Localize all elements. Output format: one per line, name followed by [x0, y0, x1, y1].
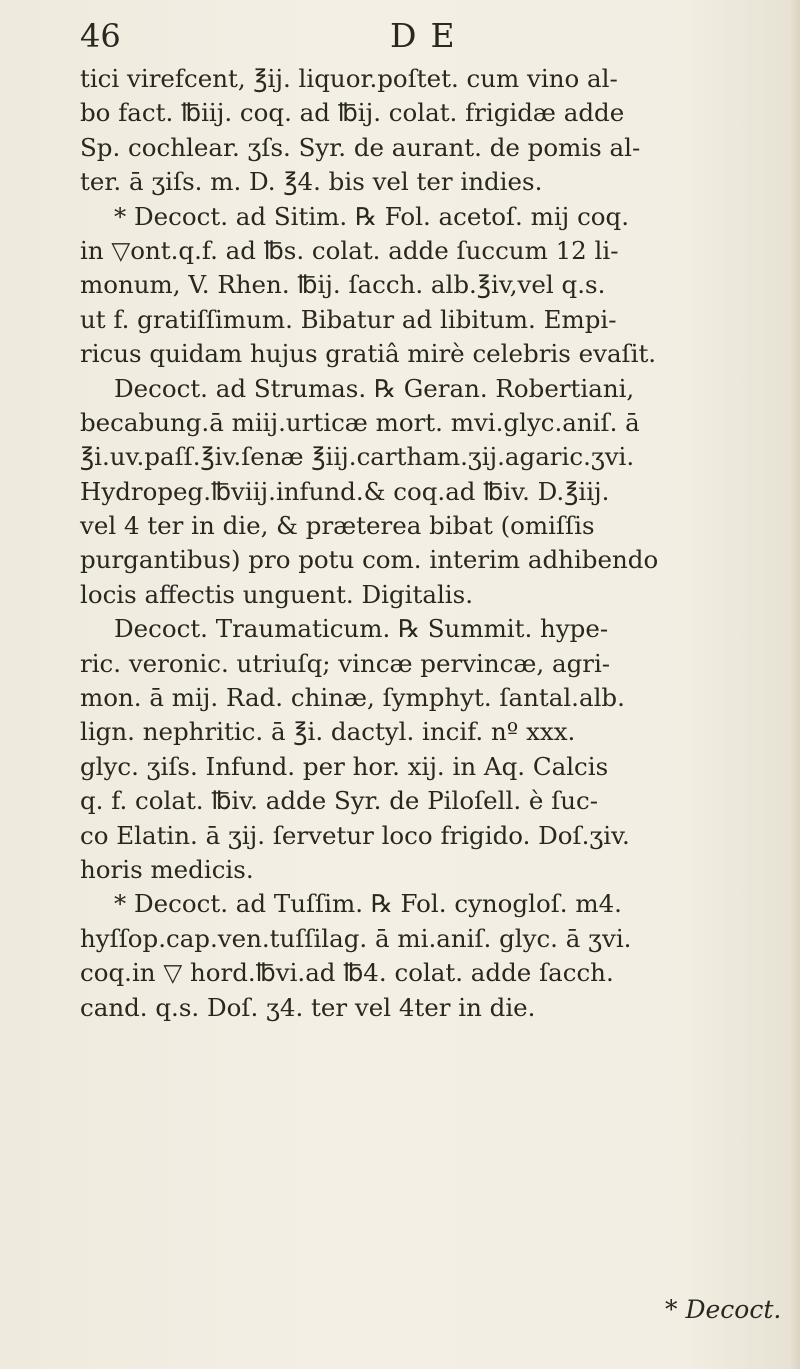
text-line: glyc. ʒiſs. Infund. per hor. xij. in Aq. Calcis — [80, 751, 609, 781]
text-line: lign. nephritic. ā ℥i. dactyl. incif. nº xxx. — [80, 717, 576, 747]
page-number: 46 — [80, 17, 121, 55]
text-line: becabung.ā miij.urticæ mort. mvi.glyc.aniſ. ā — [80, 407, 640, 437]
text-line: q. f. colat. ℔iv. adde Syr. de Piloſell. è ſuc- — [80, 786, 599, 816]
text-line: in ▽ont.q.f. ad ℔s. colat. adde ſuccum 12 li- — [80, 235, 619, 265]
text-line: coq.in ▽ hord.℔vi.ad ℔4. colat. adde ſacch. — [80, 958, 614, 988]
text-line: horis medicis. — [80, 854, 254, 884]
text-line: monum, V. Rhen. ℔ij. ſacch. alb.℥iv,vel q.s. — [80, 270, 606, 300]
text-line: Decoct. Traumaticum. ℞ Summit. hype- — [114, 614, 609, 644]
text-line: cand. q.s. Doſ. ʒ4. ter vel 4ter in die. — [80, 992, 536, 1022]
running-head: DE — [390, 16, 469, 55]
text-line: Hydropeg.℔viij.infund.& coq.ad ℔iv. D.℥iij. — [80, 476, 610, 506]
text-line: ℥i.uv.paſſ.℥iv.ſenæ ℥iij.cartham.ʒij.agaric.ʒvi. — [80, 442, 635, 472]
text-line: ricus quidam hujus gratiâ mirè celebris evaſit. — [80, 339, 657, 369]
text-line: * Decoct. ad Sitim. ℞ Fol. acetoſ. mij coq. — [114, 201, 630, 231]
text-line: hyſſop.cap.ven.tuſſilag. ā mi.aniſ. glyc. ā ʒvi. — [80, 923, 632, 953]
text-line: purgantibus) pro potu com. interim adhibendo — [80, 545, 659, 575]
text-line: vel 4 ter in die, & præterea bibat (omiſſis — [80, 511, 595, 541]
text-line: ut f. gratiſſimum. Bibatur ad libitum. Empi- — [80, 304, 617, 334]
text-line: Sp. cochlear. ʒſs. Syr. de aurant. de pomis al- — [80, 132, 641, 162]
body-text — [80, 62, 792, 1025]
text-line: bo fact. ℔iij. coq. ad ℔ij. colat. frigidæ adde — [80, 98, 625, 128]
text-line: ric. veronic. utriuſq; vincæ pervincæ, agri- — [80, 648, 611, 678]
text-line: locis affectis unguent. Digitalis. — [80, 579, 473, 609]
text-line: Decoct. ad Strumas. ℞ Geran. Robertiani, — [114, 373, 635, 403]
text-line: * Decoct. ad Tuſſim. ℞ Fol. cynogloſ. m4. — [114, 889, 622, 919]
text-line: tici virefcent, ℥ij. liquor.poſtet. cum vino al- — [80, 64, 618, 93]
text-line: ter. ā ʒiſs. m. D. ℥4. bis vel ter indies. — [80, 167, 543, 197]
catchword: * Decoct. — [665, 1295, 782, 1324]
text-line: co Elatin. ā ʒij. ſervetur loco frigido. Doſ.ʒiv. — [80, 820, 630, 850]
page-header — [0, 14, 800, 58]
text-line: mon. ā mij. Rad. chinæ, ſymphyt. ſantal.alb. — [80, 683, 625, 713]
